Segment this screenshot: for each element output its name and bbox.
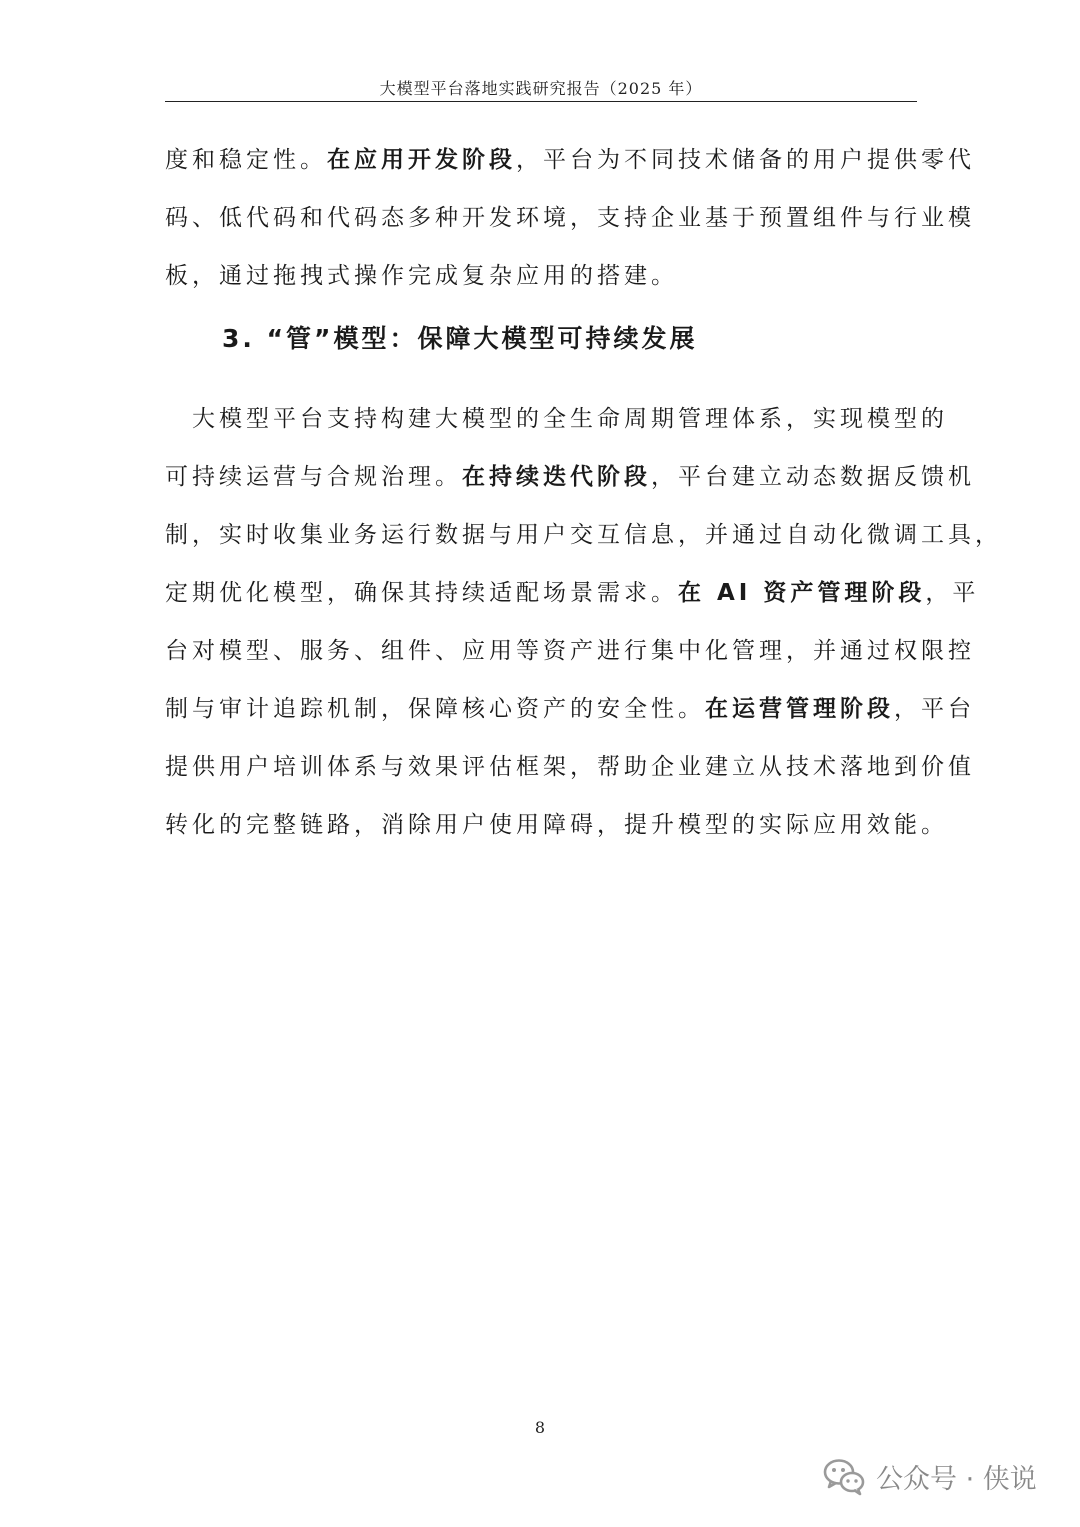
- text-run: 板，通过拖拽式操作完成复杂应用的搭建。: [165, 263, 678, 289]
- emphasis-text: 在 AI 资产管理阶段: [678, 580, 926, 606]
- paragraph-line: [165, 796, 948, 854]
- text-run: 台对模型、服务、组件、应用等资产进行集中化管理，并通过权限控: [165, 638, 975, 664]
- header-divider: [165, 101, 917, 102]
- text-run: 可持续运营与合规治理。: [165, 464, 462, 490]
- text-run: ，平台为不同技术储备的用户提供零代: [516, 147, 975, 173]
- text-run: ，平: [925, 580, 980, 606]
- page-number: 8: [534, 1418, 546, 1437]
- paragraph-line: [165, 247, 917, 305]
- paragraph-line: [165, 564, 980, 622]
- paragraph-platform-development: [165, 131, 975, 305]
- paragraph-line: [165, 189, 975, 247]
- paragraph-line: [165, 738, 975, 796]
- paragraph-line: [165, 390, 948, 448]
- text-run: 度和稳定性。: [165, 147, 327, 173]
- paragraph-line: [165, 506, 1002, 564]
- text-run: ，平台: [894, 696, 975, 722]
- text-run: 定期优化模型，确保其持续适配场景需求。: [165, 580, 678, 606]
- watermark: [822, 1450, 1037, 1502]
- paragraph-line: [165, 680, 975, 738]
- section-heading: 3. “管”模型：保障大模型可持续发展: [222, 324, 698, 353]
- text-run: 大模型平台支持构建大模型的全生命周期管理体系，实现模型的: [165, 406, 948, 432]
- paragraph-line: [165, 131, 975, 189]
- text-run: ，平台建立动态数据反馈机: [651, 464, 975, 490]
- text-run: 制，实时收集业务运行数据与用户交互信息，并通过自动化微调工具，: [165, 522, 1002, 548]
- emphasis-text: 在应用开发阶段: [327, 147, 516, 173]
- paragraph-line: [165, 622, 975, 680]
- paragraph-line: [165, 448, 975, 506]
- text-run: 制与审计追踪机制，保障核心资产的安全性。: [165, 696, 705, 722]
- wechat-icon: [822, 1456, 866, 1496]
- running-header: 大模型平台落地实践研究报告（2025 年）: [379, 79, 703, 98]
- text-run: 转化的完整链路，消除用户使用障碍，提升模型的实际应用效能。: [165, 812, 948, 838]
- watermark-text: 公众号 · 侠说: [876, 1463, 1037, 1495]
- text-run: 码、低代码和代码态多种开发环境，支持企业基于预置组件与行业模: [165, 205, 975, 231]
- emphasis-text: 在运营管理阶段: [705, 696, 894, 722]
- emphasis-text: 在持续迭代阶段: [462, 464, 651, 490]
- paragraph-model-management: [165, 390, 1002, 854]
- text-run: 提供用户培训体系与效果评估框架，帮助企业建立从技术落地到价值: [165, 754, 975, 780]
